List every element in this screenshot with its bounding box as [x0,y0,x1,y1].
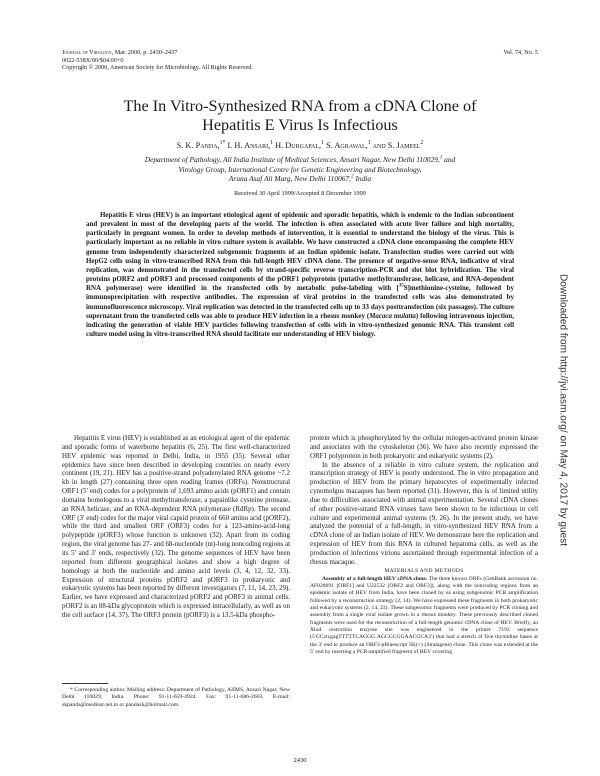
title-line-1: The In Vitro-Synthesized RNA from a cDNA Clone of [123,97,477,115]
methods-subheading: Assembly of a full-length HEV cDNA clone. [322,575,428,582]
body-column-left [62,434,290,620]
affiliation-line-1 [92,155,508,165]
author-marker: 1* [219,140,226,147]
author-name: H. Durgapal, [275,141,322,150]
affiliation-text: India [353,174,372,184]
abstract [86,211,514,339]
body-paragraph: Hepatitis E virus (HEV) is established as an etiological agent of the epidemic and sporadic forms of waterborne hepatitis (6, 25). The first well-characterized HEV epidemic was reported in Delhi, India, in 1955 (35). Several other epidemics have since been described in developing countries on nearly every continent (19, 21). HEV has a positive-strand polyadenylated RNA genome ~7.2 kb in length (27) containing three open reading frames (ORFs). Nonstructural ORF1 (5′ end) codes for a polyprotein of 1,693 amino acids (pORF1) and contain domains homologous to a viral methyltransferase, a papainlike cysteine protease, an RNA helicase, and an RNA-dependent RNA polymerase (RdRp). The second ORF (3′ end) codes for the major viral capsid protein of 660 amino acid (pORF2), while the third and smallest ORF (ORF3) codes for a 123-amino-acid-long polypeptide (pORF3) whose function is unknown (32). Apart from its coding region, the viral genome has 27- and 68-nucleotide (nt)-long noncoding regions at its 5′ and 3′ ends, respectively (32). The genome sequences of HEV have been reported from different geographical isolates and show a high degree of homology at both the nucleotide and amino acid levels (3, 4, 12, 32, 33). Expression of structural proteins pORF2 and pORF3 in prokaryotic and eukaryotic systems has been reported by different investigators (7, 11, 14, 23, 29). Earlier, we have expressed and characterized pORF2 and pORF3 in animal cells. pORF2 is an 88-kDa glycoprotein which is expressed intracellularly, as well as on the cell surface (14, 37). The ORF3 protein (pORF3) is a 13.5-kDa phospho- [62,434,290,619]
running-header-left [62,49,253,72]
author-marker: 1 [367,140,371,147]
author-name: S. Jameel [387,141,421,150]
author-name: S. Agrawal, [326,141,368,150]
issn: 0022-538X/00/$04.00+0 [62,56,124,64]
abstract-text: S]methionine-cysteine, followed by immunoprecipitation with respective antibodies. The expression of viral proteins in the transfected cells was also demonstrated by immunofluorescence microscopy. Viral replication was detected in the transfected cells up to 33 days posttransfection (six passages). The culture supernatant from the transfected cells was able to produce HEV infection in a rhesus monkey ( [86,284,514,320]
author-marker: 2 [420,140,424,147]
author-name: S. K. Panda, [176,141,220,150]
body-column-right [310,434,538,656]
volume-info: Vol. 74, No. 5 [503,49,538,56]
footnote-rule [62,683,108,684]
affiliation-text: and [442,155,456,164]
author-marker: 1 [270,140,274,147]
body-paragraph: In the absence of a reliable in vitro culture system, the replication and transcription strategy of HEV is poorly understood. The in vitro propagation and production of HEV from the primary hepatocytes of experimentally infected cynomolgus macaques has been reported (31). However, this is of limited utility due to difficulties associated with animal experimentation. Several cDNA clones of other positive-strand RNA viruses have been shown to be infectious in cell culture and experimental animal systems (9, 26). In the present study, we have analyzed the potential of a full-length, in vitro-synthesized HEV RNA from a cDNA clone of an Indian isolate of HEV. We demonstrate here the replication and expression of HEV from this RNA in cultured hepatoma cells, as well as the production of infectious virions ascertained through experimental infection of a rhesus macaque. [310,460,538,566]
author-marker: 1 [321,140,325,147]
author-conjunction: and [372,141,386,150]
affiliation-text: Department of Pathology, All India Institute of Medical Sciences, Ansari Nagar, New Delhi 110029, [144,155,440,164]
section-heading-methods: MATERIALS AND METHODS [384,567,464,574]
article-title [62,97,538,134]
author-list [62,141,538,150]
received-dates: Received 30 April 1999/Accepted 8 December 1999 [234,190,366,197]
abstract-text: ) following intravenous injection, indicating the generation of viable HEV particles following transfection of cells with in vitro-synthesized genomic RNA. This transient cell culture model using in vitro-transcribed RNA should facilitate our understanding of HEV biology. [86,311,514,339]
corresponding-author-footnote: * Corresponding author. Mailing address: Department of Pathology, AIIMS, Ansari Nagar, New Delhi 110029, India. Phone: 91-11-659-4924. Fax: 91-11-686-2663. E-mail: skpanda@medinst.net.in or pandask@hotmail.com. [62,687,290,708]
affiliation-marker: 2 [351,173,354,180]
journal-name: Journal of Virology [62,49,112,56]
page-number: 2430 [293,757,307,764]
abstract-text: Hepatitis E virus (HEV) is an important etiological agent of epidemic and sporadic hepatitis, which is endemic to the Indian subcontinent and prevalent in most of the developing parts of the world. The infection is often associated with acute liver failure and high mortality, particularly in pregnant women. In order to develop methods of intervention, it is essential to understand the biology of the virus. This is particularly important as no reliable in vitro culture system is available. We have constructed a cDNA clone encompassing the complete HEV genome from independently characterized subgenomic fragments of an Indian epidemic isolate. Transfection studies were carried out with HepG2 cells using in vitro-transcribed RNA from this full-length HEV cDNA clone. The presence of negative-sense RNA, indicative of viral replication, was demonstrated in the transfected cells by strand-specific reverse transcription-PCR and slot blot hybridization. The viral proteins pORF2 and pORF3 and processed components of the pORF1 polyprotein (putative methyltransferase, helicase, and RNA-dependent RNA polymerase) were identified in the transfected cells by metabolic pulse-labeling with [ [86,211,514,293]
species-name: Macaca mulatta [369,311,416,320]
download-watermark [553,200,573,620]
isotope-superscript: 35 [398,283,404,289]
affiliation-line-2: Virology Group, International Centre for Genetic Engineering and Biotechnology, [178,164,422,174]
affiliation-marker: 1 [439,154,443,161]
methods-text: The three known ORFs (GenBank accession no. AF028091 [ORF1] and U22532 [ORF2 and ORF3]), along with the noncoding regions from an epidemic isolate of HEV from India, have been cloned by us using subgenomic PCR amplification followed by a reconstruction strategy (2, 14). We have expressed these fragments in both prokaryotic and eukaryotic systems (2, 14, 23). These subgenomic fragments were produced by PCR cloning and assembly from a single viral isolate grown in a rhesus monkey. These previously described cloned fragments were used for the reconstruction of a full-length genomic cDNA clone of HEV. Briefly, an XhoI restriction enzyme site was engineered in the primer 7193 sequence (5′GCctcgagTTTTTCAGGG AGCGCGGAACGCA3′) that had a stretch of five thymidine bases at the 3′ end to produce an ORF3-pBluescript SK(+) (Stratagene) clone. This clone was extended at the 5′ end by inserting a PCR-amplified fragment of HEV covering [310,575,538,655]
journal-date-pages: , Mar. 2000, p. 2430–2437 [111,49,178,56]
body-paragraph: protein which is phosphorylated by the cellular mitogen-activated protein kinase and associates with the cytoskeleton (36). We have also recently expressed the ORF1 polyprotein in both prokaryotic and eukaryotic systems (2). [310,434,538,460]
journal-citation [62,49,253,57]
download-watermark-text: Downloaded from http://jvi.asm.org/ on May 4, 2017 by guest [557,273,569,547]
copyright: Copyright © 2000, American Society for Microbiology. All Rights Reserved. [62,64,253,72]
author-name: I. H. Ansari, [227,141,271,150]
methods-paragraph [310,576,538,657]
affiliation [92,155,508,184]
title-line-2: Hepatitis E Virus Is Infectious [202,115,398,134]
affiliation-line-3 [92,174,508,184]
affiliation-text: Aruna Asaf Ali Marg, New Delhi 110067, [228,174,352,184]
